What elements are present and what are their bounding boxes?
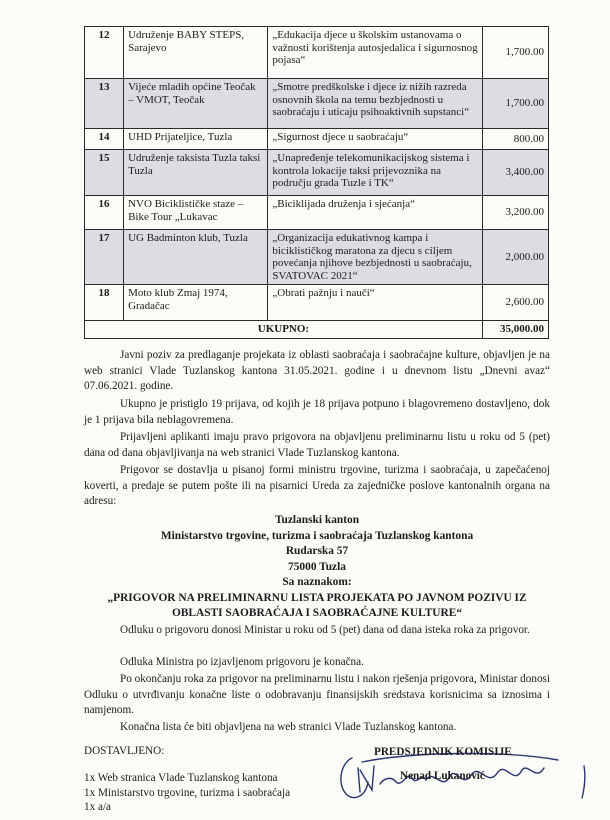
paragraph-call-published: Javni poziv za predlaganje projekata iz oblasti saobraćaja i saobraćajne kulture, objavljen je na web stranici Vlade Tuzlanskog kantona 31.05.2021. godine i u dnevnom listu „Dnevni avaz“ 07.06.2021. godine. — [84, 349, 550, 392]
project-cell: „Obrati pažnju i nauči“ — [268, 285, 482, 321]
table-row — [85, 230, 549, 285]
amount-cell: 800.00 — [482, 129, 548, 150]
total-amount: 35,000.00 — [482, 321, 548, 339]
row-number: 18 — [85, 285, 124, 321]
address-block — [84, 513, 550, 622]
amount-cell: 1,700.00 — [482, 27, 548, 79]
table-row — [85, 27, 549, 79]
table-row — [85, 285, 549, 321]
row-number: 16 — [85, 196, 124, 230]
project-cell: „Organizacija edukativnog kampa i biciklističkog maratona za djecu s ciljem povećanja njihove bezbjednosti u saobraćaju, SVATOVAC 2021“ — [268, 230, 482, 285]
amount-cell: 2,000.00 — [482, 230, 548, 285]
address-note-label: Sa naznakom: — [282, 576, 352, 588]
paragraph-complaint-delivery: Prigovor se dostavlja u pisanoj formi ministru trgovine, turizma i saobraćaja, u zapečaćenoj koverti, a predaje se putem pošte ili na pisarnici Ureda za zajedničke poslove kantonalnih organa na adresu: — [84, 464, 550, 507]
organization-cell: UHD Prijateljice, Tuzla — [124, 129, 268, 150]
project-cell: „Edukacija djece u školskim ustanovama o važnosti korištenja autosjedalica i sigurnosnog pojasa“ — [268, 27, 482, 79]
address-canton: Tuzlanski kanton — [274, 514, 360, 526]
delivery-item: 1x a/a — [84, 801, 112, 813]
delivery-list — [84, 771, 290, 815]
project-cell: „Unapređenje telekomunikacijskog sistema i kontrola lokacije taksi prijevoznika na području grada Tuzle i TK“ — [268, 150, 482, 196]
row-number: 13 — [85, 79, 124, 129]
paragraph-complaint-right: Prijavljeni aplikanti imaju pravo prigovora na objavljenu preliminarnu listu u roku od 5 (pet) dana od dana objavljivanja na web stranici Vlade Tuzlanskog kantona. — [84, 431, 550, 459]
row-number: 15 — [85, 150, 124, 196]
address-street: Rudarska 57 — [285, 545, 349, 557]
delivery-heading: DOSTAVLJENO: — [84, 745, 165, 757]
paragraph-applications-count: Ukupno je pristiglo 19 prijava, od kojih je 18 prijava potpuno i blagovremeno dostavljeno, dok je 1 prijava bila neblagovremena. — [84, 398, 550, 426]
amount-cell: 2,600.00 — [482, 285, 548, 321]
address-city: 75000 Tuzla — [288, 560, 346, 573]
paragraph-complaint-decision: Odluku o prigovoru donosi Ministar u roku od 5 (pet) dana od dana isteka roka za prigovor. — [120, 624, 530, 636]
organization-cell: NVO Biciklističke staze – Bike Tour „Lukavac — [124, 196, 268, 230]
address-note-line1: „PRIGOVOR NA PRELIMINARNU LISTA PROJEKATA PO JAVNOM POZIVU IZ — [107, 591, 527, 604]
organization-cell: Udruženje taksista Tuzla taksi Tuzla — [124, 150, 268, 196]
table-row — [85, 129, 549, 150]
organization-cell: Moto klub Zmaj 1974, Gradačac — [124, 285, 268, 321]
amount-cell: 3,400.00 — [482, 150, 548, 196]
delivery-item: 1x Web stranica Vlade Tuzlanskog kantona — [84, 772, 278, 784]
project-cell: „Smotre predškolske i djece iz nižih razreda osnovnih škola na temu bezbjednosti u saobraćaju i uticaju psihoaktivnih supstanci“ — [268, 79, 482, 129]
amount-cell: 1,700.00 — [482, 79, 548, 129]
total-label: UKUPNO: — [85, 321, 483, 339]
organization-cell: Vijeće mladih općine Teočak – VMOT, Teočak — [124, 79, 268, 129]
paragraph-decision-final: Odluka Ministra po izjavljenom prigovoru je konačna. — [120, 656, 364, 668]
amount-cell: 3,200.00 — [482, 196, 548, 230]
delivery-item: 1x Ministarstvo trgovine, turizma i saobraćaja — [84, 786, 291, 799]
table-row — [85, 79, 549, 129]
organization-cell: Udruženje BABY STEPS, Sarajevo — [124, 27, 268, 79]
signatory-name: Nenad Lukanović — [400, 770, 485, 782]
total-row — [85, 321, 549, 339]
project-cell: „Biciklijada druženja i sjećanja“ — [268, 196, 482, 230]
organization-cell: UG Badminton klub, Tuzla — [124, 230, 268, 285]
paragraph-final-list-published: Konačna lista će biti objavljena na web stranici Vlade Tuzlanskog kantona. — [120, 721, 457, 733]
row-number: 12 — [85, 27, 124, 79]
table-row — [85, 150, 549, 196]
row-number: 17 — [85, 230, 124, 285]
signatory-title: PREDSJEDNIK KOMISIJE — [374, 746, 512, 758]
address-note-line2: OBLASTI SAOBRAĆAJA I SAOBRAĆAJNE KULTURE“ — [171, 607, 463, 619]
address-ministry: Ministarstvo trgovine, turizma i saobraćaja Tuzlanskog kantona — [160, 529, 474, 542]
table-row — [85, 196, 549, 230]
project-cell: „Sigurnost djece u saobraćaju“ — [268, 129, 482, 150]
signature-block — [322, 746, 602, 806]
projects-table — [84, 26, 549, 339]
row-number: 14 — [85, 129, 124, 150]
paragraph-final-list-decision: Po okončanju roka za prigovor na preliminarnu listu i nakon rješenja prigovora, Ministar donosi Odluku o utvrđivanju konačne liste o odobravanju finansijskih sredstava korisnicima sa iznosima i namjenom. — [84, 673, 551, 716]
